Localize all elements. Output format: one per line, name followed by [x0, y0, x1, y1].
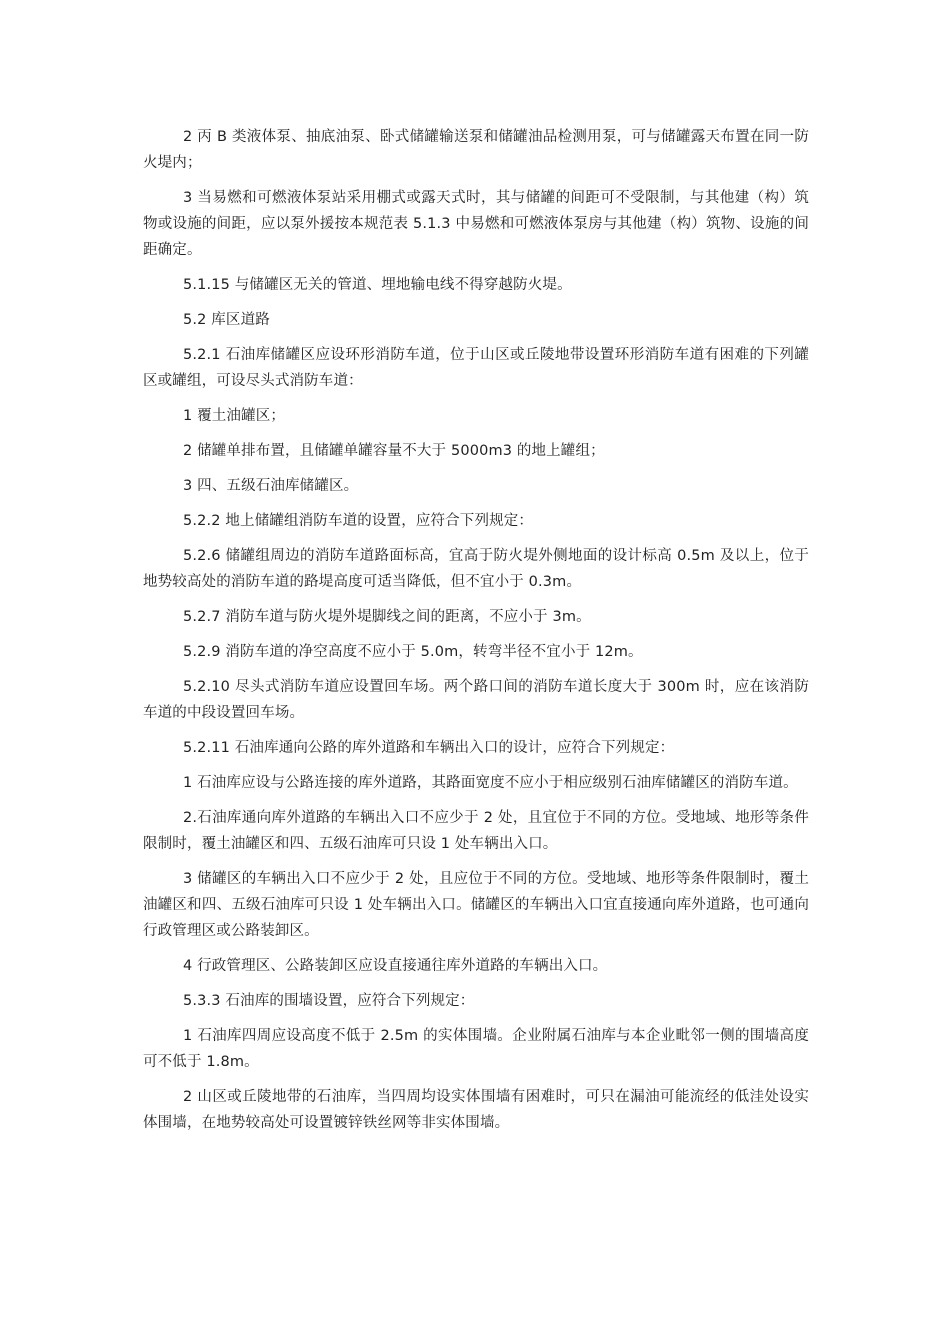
- list-item-solid-wall-height: 1 石油库四周应设高度不低于 2.5m 的实体围墙。企业附属石油库与本企业毗邻一侧的围墙高度可不低于 1.8m。: [143, 1028, 809, 1070]
- list-item-tank-area-entrances: 3 储罐区的车辆出入口不应少于 2 处，且应位于不同的方位。受地域、地形等条件限制时，覆土油罐区和四、五级石油库可只设 1 处车辆出入口。储罐区的车辆出入口宜直接通向库外道路，也可通向行政管理区或公路装卸区。: [143, 871, 809, 939]
- list-item-hilly-area-wall: 2 山区或丘陵地带的石油库，当四周均设实体围墙有困难时，可只在漏油可能流经的低洼处设实体围墙，在地势较高处可设置镀锌铁丝网等非实体围墙。: [143, 1089, 809, 1131]
- paragraph-5-2-10: 5.2.10 尽头式消防车道应设置回车场。两个路口间的消防车道长度大于 300m 时，应在该消防车道的中段设置回车场。: [143, 679, 809, 721]
- paragraph-5-2-6: 5.2.6 储罐组周边的消防车道路面标高，宜高于防火堤外侧地面的设计标高 0.5m 及以上，位于地势较高处的消防车道的路堤高度可适当降低，但不宜小于 0.3m。: [143, 548, 809, 590]
- list-item-external-road: 1 石油库应设与公路连接的库外道路，其路面宽度不应小于相应级别石油库储罐区的消防车道。: [183, 775, 798, 791]
- paragraph-5-2-11: 5.2.11 石油库通向公路的库外道路和车辆出入口的设计，应符合下列规定：: [183, 740, 675, 756]
- list-item-grade-four-five: 3 四、五级石油库储罐区。: [183, 478, 359, 494]
- section-heading-5-2: 5.2 库区道路: [183, 312, 270, 328]
- paragraph-5-2-9: 5.2.9 消防车道的净空高度不应小于 5.0m，转弯半径不宜小于 12m。: [183, 644, 643, 660]
- paragraph-pump-within-dike: 2 丙 B 类液体泵、抽底油泵、卧式储罐输送泵和储罐油品检测用泵，可与储罐露天布置在同一防火堤内；: [143, 129, 809, 171]
- document-body: [143, 124, 809, 1145]
- list-item-earth-covered-tank: 1 覆土油罐区；: [183, 408, 286, 424]
- paragraph-pump-station-spacing: 3 当易燃和可燃液体泵站采用棚式或露天式时，其与储罐的间距可不受限制，与其他建（构）筑物或设施的间距，应以泵外援按本规范表 5.1.3 中易燃和可燃液体泵房与其他建（构）筑物、设施的间距确定。: [143, 190, 809, 258]
- paragraph-5-2-2: 5.2.2 地上储罐组消防车道的设置，应符合下列规定：: [183, 513, 534, 529]
- paragraph-5-1-15: 5.1.15 与储罐区无关的管道、埋地输电线不得穿越防火堤。: [183, 277, 572, 293]
- paragraph-5-3-3: 5.3.3 石油库的围墙设置，应符合下列规定：: [183, 993, 475, 1009]
- paragraph-5-2-7: 5.2.7 消防车道与防火堤外堤脚线之间的距离，不应小于 3m。: [183, 609, 591, 625]
- list-item-single-row-tank: 2 储罐单排布置，且储罐单罐容量不大于 5000m3 的地上罐组；: [183, 443, 605, 459]
- list-item-admin-area-entrance: 4 行政管理区、公路装卸区应设直接通往库外道路的车辆出入口。: [183, 958, 608, 974]
- list-item-depot-entrances: 2.石油库通向库外道路的车辆出入口不应少于 2 处，且宜位于不同的方位。受地域、地形等条件限制时，覆土油罐区和四、五级石油库可只设 1 处车辆出入口。: [143, 810, 809, 852]
- paragraph-5-2-1: 5.2.1 石油库储罐区应设环形消防车道，位于山区或丘陵地带设置环形消防车道有困难的下列罐区或罐组，可设尽头式消防车道：: [143, 347, 809, 389]
